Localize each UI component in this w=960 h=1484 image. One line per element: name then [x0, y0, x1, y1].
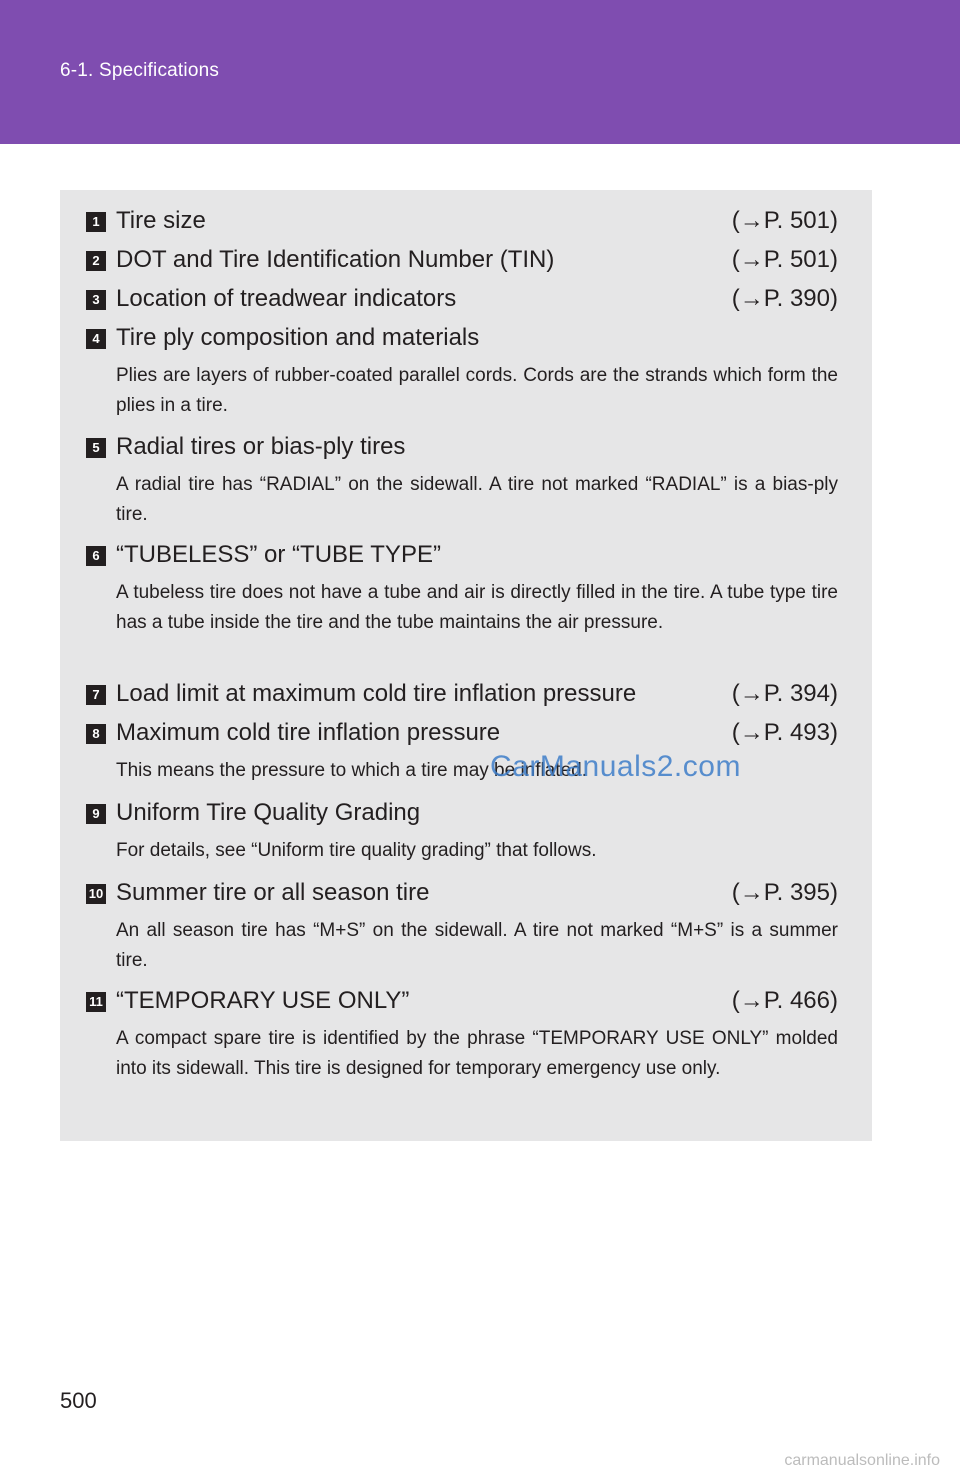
tire-info-panel: [60, 190, 872, 1141]
item-title: Tire size: [116, 207, 206, 234]
item-number-badge: 1: [86, 212, 106, 232]
item-number-badge: 8: [86, 724, 106, 744]
item-title: Maximum cold tire inflation pressure: [116, 719, 501, 746]
page-reference-link[interactable]: (→P. 501): [731, 246, 838, 273]
page-reference-link[interactable]: (→P. 493): [731, 719, 838, 746]
item-number-badge: 6: [86, 546, 106, 566]
section-title: 6-1. Specifications: [60, 60, 220, 81]
item-number-badge: 7: [86, 685, 106, 705]
page-number: 500: [60, 1388, 97, 1413]
item-description: A radial tire has “RADIAL” on the sidewall. A tire not marked “RADIAL” is a bias-ply tire.: [116, 474, 838, 525]
item-title: Radial tires or bias-ply tires: [116, 433, 406, 460]
item-title: Summer tire or all season tire: [116, 879, 430, 906]
item-number-badge: 2: [86, 251, 106, 271]
page-reference-link[interactable]: (→P. 395): [731, 879, 838, 906]
item-title: “TEMPORARY USE ONLY”: [116, 987, 410, 1014]
item-description: For details, see “Uniform tire quality grading” that follows.: [116, 840, 597, 861]
item-description: An all season tire has “M+S” on the sidewall. A tire not marked “M+S” is a summer tire.: [116, 920, 838, 971]
item-number-badge: 5: [86, 438, 106, 458]
item-description: A compact spare tire is identified by the phrase “TEMPORARY USE ONLY” molded into its sidewall. This tire is designed for temporary emergency use only.: [116, 1028, 838, 1079]
item-title: DOT and Tire Identification Number (TIN): [116, 246, 555, 273]
item-title: Uniform Tire Quality Grading: [116, 799, 421, 826]
item-title: Location of treadwear indicators: [116, 285, 457, 312]
watermark: CarManuals2.com: [490, 750, 741, 783]
page-reference-link[interactable]: (→P. 501): [731, 207, 838, 234]
item-title: Load limit at maximum cold tire inflation pressure: [116, 680, 637, 707]
item-number-badge: 9: [86, 804, 106, 824]
page-reference-link[interactable]: (→P. 394): [731, 680, 838, 707]
item-number-badge: 11: [86, 992, 106, 1012]
item-description: This means the pressure to which a tire may be inflated.: [116, 760, 588, 781]
item-number-badge: 10: [86, 884, 106, 904]
page-reference-link[interactable]: (→P. 466): [731, 987, 838, 1014]
footer-watermark: carmanualsonline.info: [784, 1452, 940, 1469]
item-title: “TUBELESS” or “TUBE TYPE”: [116, 541, 441, 568]
page-reference-link[interactable]: (→P. 390): [731, 285, 838, 312]
item-title: Tire ply composition and materials: [116, 324, 480, 351]
chapter-header: [0, 0, 960, 144]
item-number-badge: 3: [86, 290, 106, 310]
item-description: Plies are layers of rubber-coated parallel cords. Cords are the strands which form the plies in a tire.: [116, 365, 838, 416]
item-description: A tubeless tire does not have a tube and air is directly filled in the tire. A tube type tire has a tube inside the tire and the tube maintains the air pressure.: [116, 582, 838, 633]
item-number-badge: 4: [86, 329, 106, 349]
